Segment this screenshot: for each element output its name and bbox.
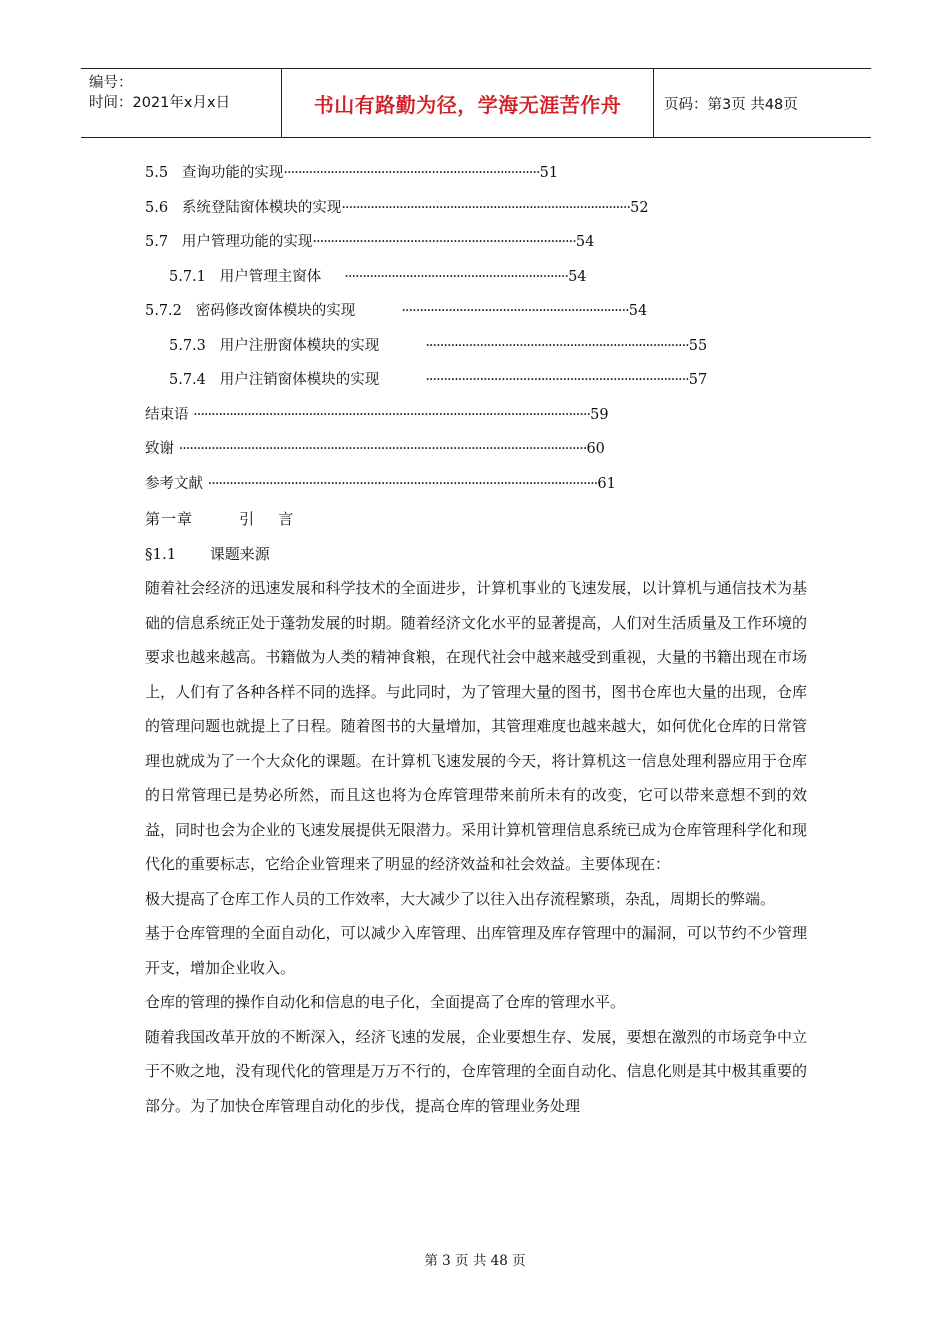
toc-page: 54 [628,303,648,319]
page-footer: 第 3 页 共 48 页 [424,1253,526,1269]
document-number-label: 编号： [89,75,133,91]
toc-number: 5.5 [145,165,169,181]
body-content [145,502,807,1123]
toc-page: 57 [688,372,708,388]
toc-leader: ······································································· [283,165,540,181]
toc-leader: ········································································· [425,337,689,354]
toc-leader: ······························································· [401,303,629,319]
toc-title: 用户注销窗体模块的实现 [219,372,380,388]
toc-title: 系统登陆窗体模块的实现 [181,199,342,216]
toc-leader: ········································································· [425,372,689,388]
toc-number: 5.6 [145,199,169,216]
chapter-title: 第一章 引 言 [145,510,295,528]
toc-title: 密码修改窗体模块的实现 [195,303,356,319]
toc-title: 用户管理功能的实现 [181,234,313,250]
toc-page: 52 [630,199,649,216]
toc-title: 致谢 [145,441,174,457]
header-motto: 书山有路勤为径，学海无涯苦作舟 [282,69,654,137]
toc-title: 查询功能的实现 [181,165,284,181]
toc-number: 5.7.4 [169,372,206,388]
toc-number: 5.7.1 [169,268,206,285]
paragraph: 基于仓库管理的全面自动化，可以减少入库管理、出库管理及库存管理中的漏洞，可以节约不少管理开支，增加企业收入。 [145,924,807,977]
paragraph: 随着社会经济的迅速发展和科学技术的全面进步，计算机事业的飞速发展，以计算机与通信技术为基础的信息系统正处于蓬勃发展的时期。随着经济文化水平的显著提高，人们对生活质量及工作环境的要求也越来越高。书籍做为人类的精神食粮，在现代社会中越来越受到重视，大量的书籍出现在市场上，人们有了各种各样不同的选择。与此同时，为了管理大量的图书，图书仓库也大量的出现，仓库的管理问题也就提上了日程。随着图书的大量增加，其管理难度也越来越大，如何优化仓库的日常管理也就成为了一个大众化的课题。在计算机飞速发展的今天，将计算机这一信息处理利器应用于仓库的日常管理已是势必所然，而且这也将为仓库管理带来前所未有的改变，它可以带来意想不到的效益，同时也会为企业的飞速发展提供无限潜力。采用计算机管理信息系统已成为仓库管理科学化和现代化的重要标志，它给企业管理来了明显的经济效益和社会效益。主要体现在： [145,579,807,873]
paragraph: 随着我国改革开放的不断深入，经济飞速的发展，企业要想生存、发展，要想在激烈的市场竞争中立于不败之地，没有现代化的管理是万万不行的，仓库管理的全面自动化、信息化则是其中极其重要的部分。为了加快仓库管理自动化的步伐，提高仓库的管理业务处理 [145,1027,807,1115]
toc-leader: ············································································································ [207,475,598,492]
toc-page: 54 [568,268,587,285]
header-meta [81,69,282,137]
toc-number: 5.7.3 [169,337,206,354]
toc-leader: ······························································ [344,268,569,285]
toc-page: 60 [586,441,605,457]
toc-number: 5.7.2 [145,303,182,319]
paragraph: 仓库的管理的操作自动化和信息的电子化，全面提高了仓库的管理水平。 [145,993,626,1011]
toc-leader: ········································································· [312,234,576,250]
toc-leader: ················································································ [341,199,631,216]
toc-entry [145,225,815,260]
toc-entry [145,398,815,433]
toc-page: 51 [539,165,559,181]
toc-page: 55 [688,337,708,354]
paragraph: 极大提高了仓库工作人员的工作效率，大大减少了以往入出存流程繁琐，杂乱，周期长的弊端。 [145,889,776,908]
toc-entry [145,156,815,191]
toc-title: 参考文献 [145,475,203,492]
page-header [81,68,871,138]
toc-entry [145,432,815,467]
toc-entry [145,260,815,295]
toc-entry [145,363,815,398]
toc-entry [145,329,815,364]
toc-title: 用户注册窗体模块的实现 [219,337,380,354]
table-of-contents [145,156,815,501]
toc-entry [145,191,815,226]
toc-title: 用户管理主窗体 [219,268,322,285]
section-title: §1.1 课题来源 [145,544,270,563]
header-page-info: 页码：第3页 共48页 [664,96,798,113]
toc-leader: ·············································································································· [193,406,591,423]
toc-entry [145,467,815,502]
toc-number: 5.7 [145,234,169,250]
toc-title: 结束语 [145,406,189,423]
toc-page: 54 [575,234,595,250]
toc-leader: ················································································································· [178,441,587,457]
toc-page: 59 [590,406,609,423]
toc-page: 61 [597,475,616,492]
toc-entry [145,294,815,329]
document-date: 时间：2021年x月x日 [89,95,231,111]
